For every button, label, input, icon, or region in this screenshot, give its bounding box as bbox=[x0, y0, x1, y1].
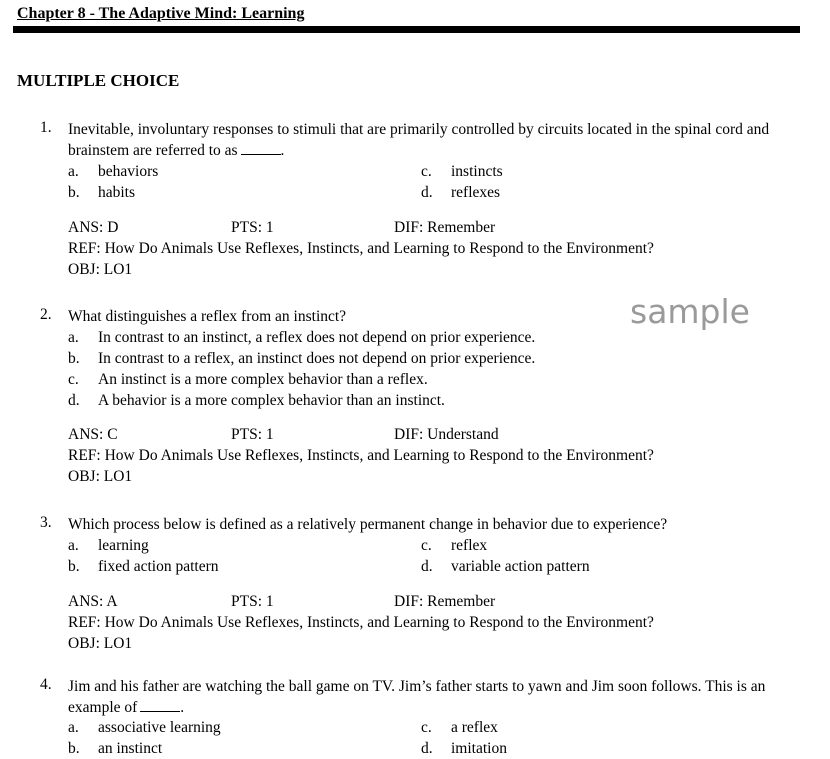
option-d: d. variable action pattern bbox=[421, 558, 590, 575]
difficulty: DIF: Understand bbox=[394, 426, 499, 443]
option-c: c. instincts bbox=[421, 163, 503, 180]
answer-key: ANS: D bbox=[68, 219, 119, 236]
question-stem: Inevitable, involuntary responses to stimuli that are primarily controlled by circuits located in the spinal cord and brainstem are referred to as . bbox=[68, 121, 770, 159]
reference: REF: How Do Animals Use Reflexes, Instincts, and Learning to Respond to the Environment? bbox=[68, 614, 654, 631]
points: PTS: 1 bbox=[231, 426, 274, 443]
watermark: sample bbox=[630, 292, 750, 331]
answer-key: ANS: A bbox=[68, 593, 118, 610]
objective: OBJ: LO1 bbox=[68, 261, 133, 278]
option-a: a. learning bbox=[68, 537, 149, 554]
difficulty: DIF: Remember bbox=[394, 219, 496, 236]
question-number: 3. bbox=[40, 514, 52, 531]
reference: REF: How Do Animals Use Reflexes, Instincts, and Learning to Respond to the Environment? bbox=[68, 447, 654, 464]
answer-blank bbox=[140, 699, 180, 712]
option-c: c. An instinct is a more complex behavior than a reflex. bbox=[68, 371, 428, 388]
difficulty: DIF: Remember bbox=[394, 593, 496, 610]
question-number: 4. bbox=[40, 676, 52, 693]
option-c: c. reflex bbox=[421, 537, 488, 554]
section-heading: MULTIPLE CHOICE bbox=[17, 71, 180, 90]
points: PTS: 1 bbox=[231, 219, 274, 236]
option-c: c. a reflex bbox=[421, 719, 498, 736]
answer-blank bbox=[241, 142, 281, 155]
option-d: d. A behavior is a more complex behavior than an instinct. bbox=[68, 392, 445, 409]
question-number: 1. bbox=[40, 119, 52, 136]
option-a: a. In contrast to an instinct, a reflex does not depend on prior experience. bbox=[68, 329, 536, 346]
option-b: b. In contrast to a reflex, an instinct does not depend on prior experience. bbox=[68, 350, 536, 367]
question-stem: Which process below is defined as a relatively permanent change in behavior due to experience? bbox=[68, 516, 668, 533]
option-b: b. habits bbox=[68, 184, 136, 201]
header-rule bbox=[13, 26, 800, 33]
option-d: d. imitation bbox=[421, 740, 507, 757]
option-a: a. associative learning bbox=[68, 719, 221, 736]
reference: REF: How Do Animals Use Reflexes, Instincts, and Learning to Respond to the Environment? bbox=[68, 240, 654, 257]
objective: OBJ: LO1 bbox=[68, 635, 133, 652]
points: PTS: 1 bbox=[231, 593, 274, 610]
question-stem: Jim and his father are watching the ball game on TV. Jim’s father starts to yawn and Jim soon follows. This is an example of . bbox=[68, 678, 766, 716]
answer-key: ANS: C bbox=[68, 426, 118, 443]
objective: OBJ: LO1 bbox=[68, 468, 133, 485]
question-number: 2. bbox=[40, 306, 52, 323]
chapter-title: Chapter 8 - The Adaptive Mind: Learning bbox=[17, 5, 305, 22]
question-stem: What distinguishes a reflex from an instinct? bbox=[68, 308, 347, 325]
option-d: d. reflexes bbox=[421, 184, 501, 201]
option-a: a. behaviors bbox=[68, 163, 159, 180]
option-b: b. an instinct bbox=[68, 740, 163, 757]
option-b: b. fixed action pattern bbox=[68, 558, 219, 575]
